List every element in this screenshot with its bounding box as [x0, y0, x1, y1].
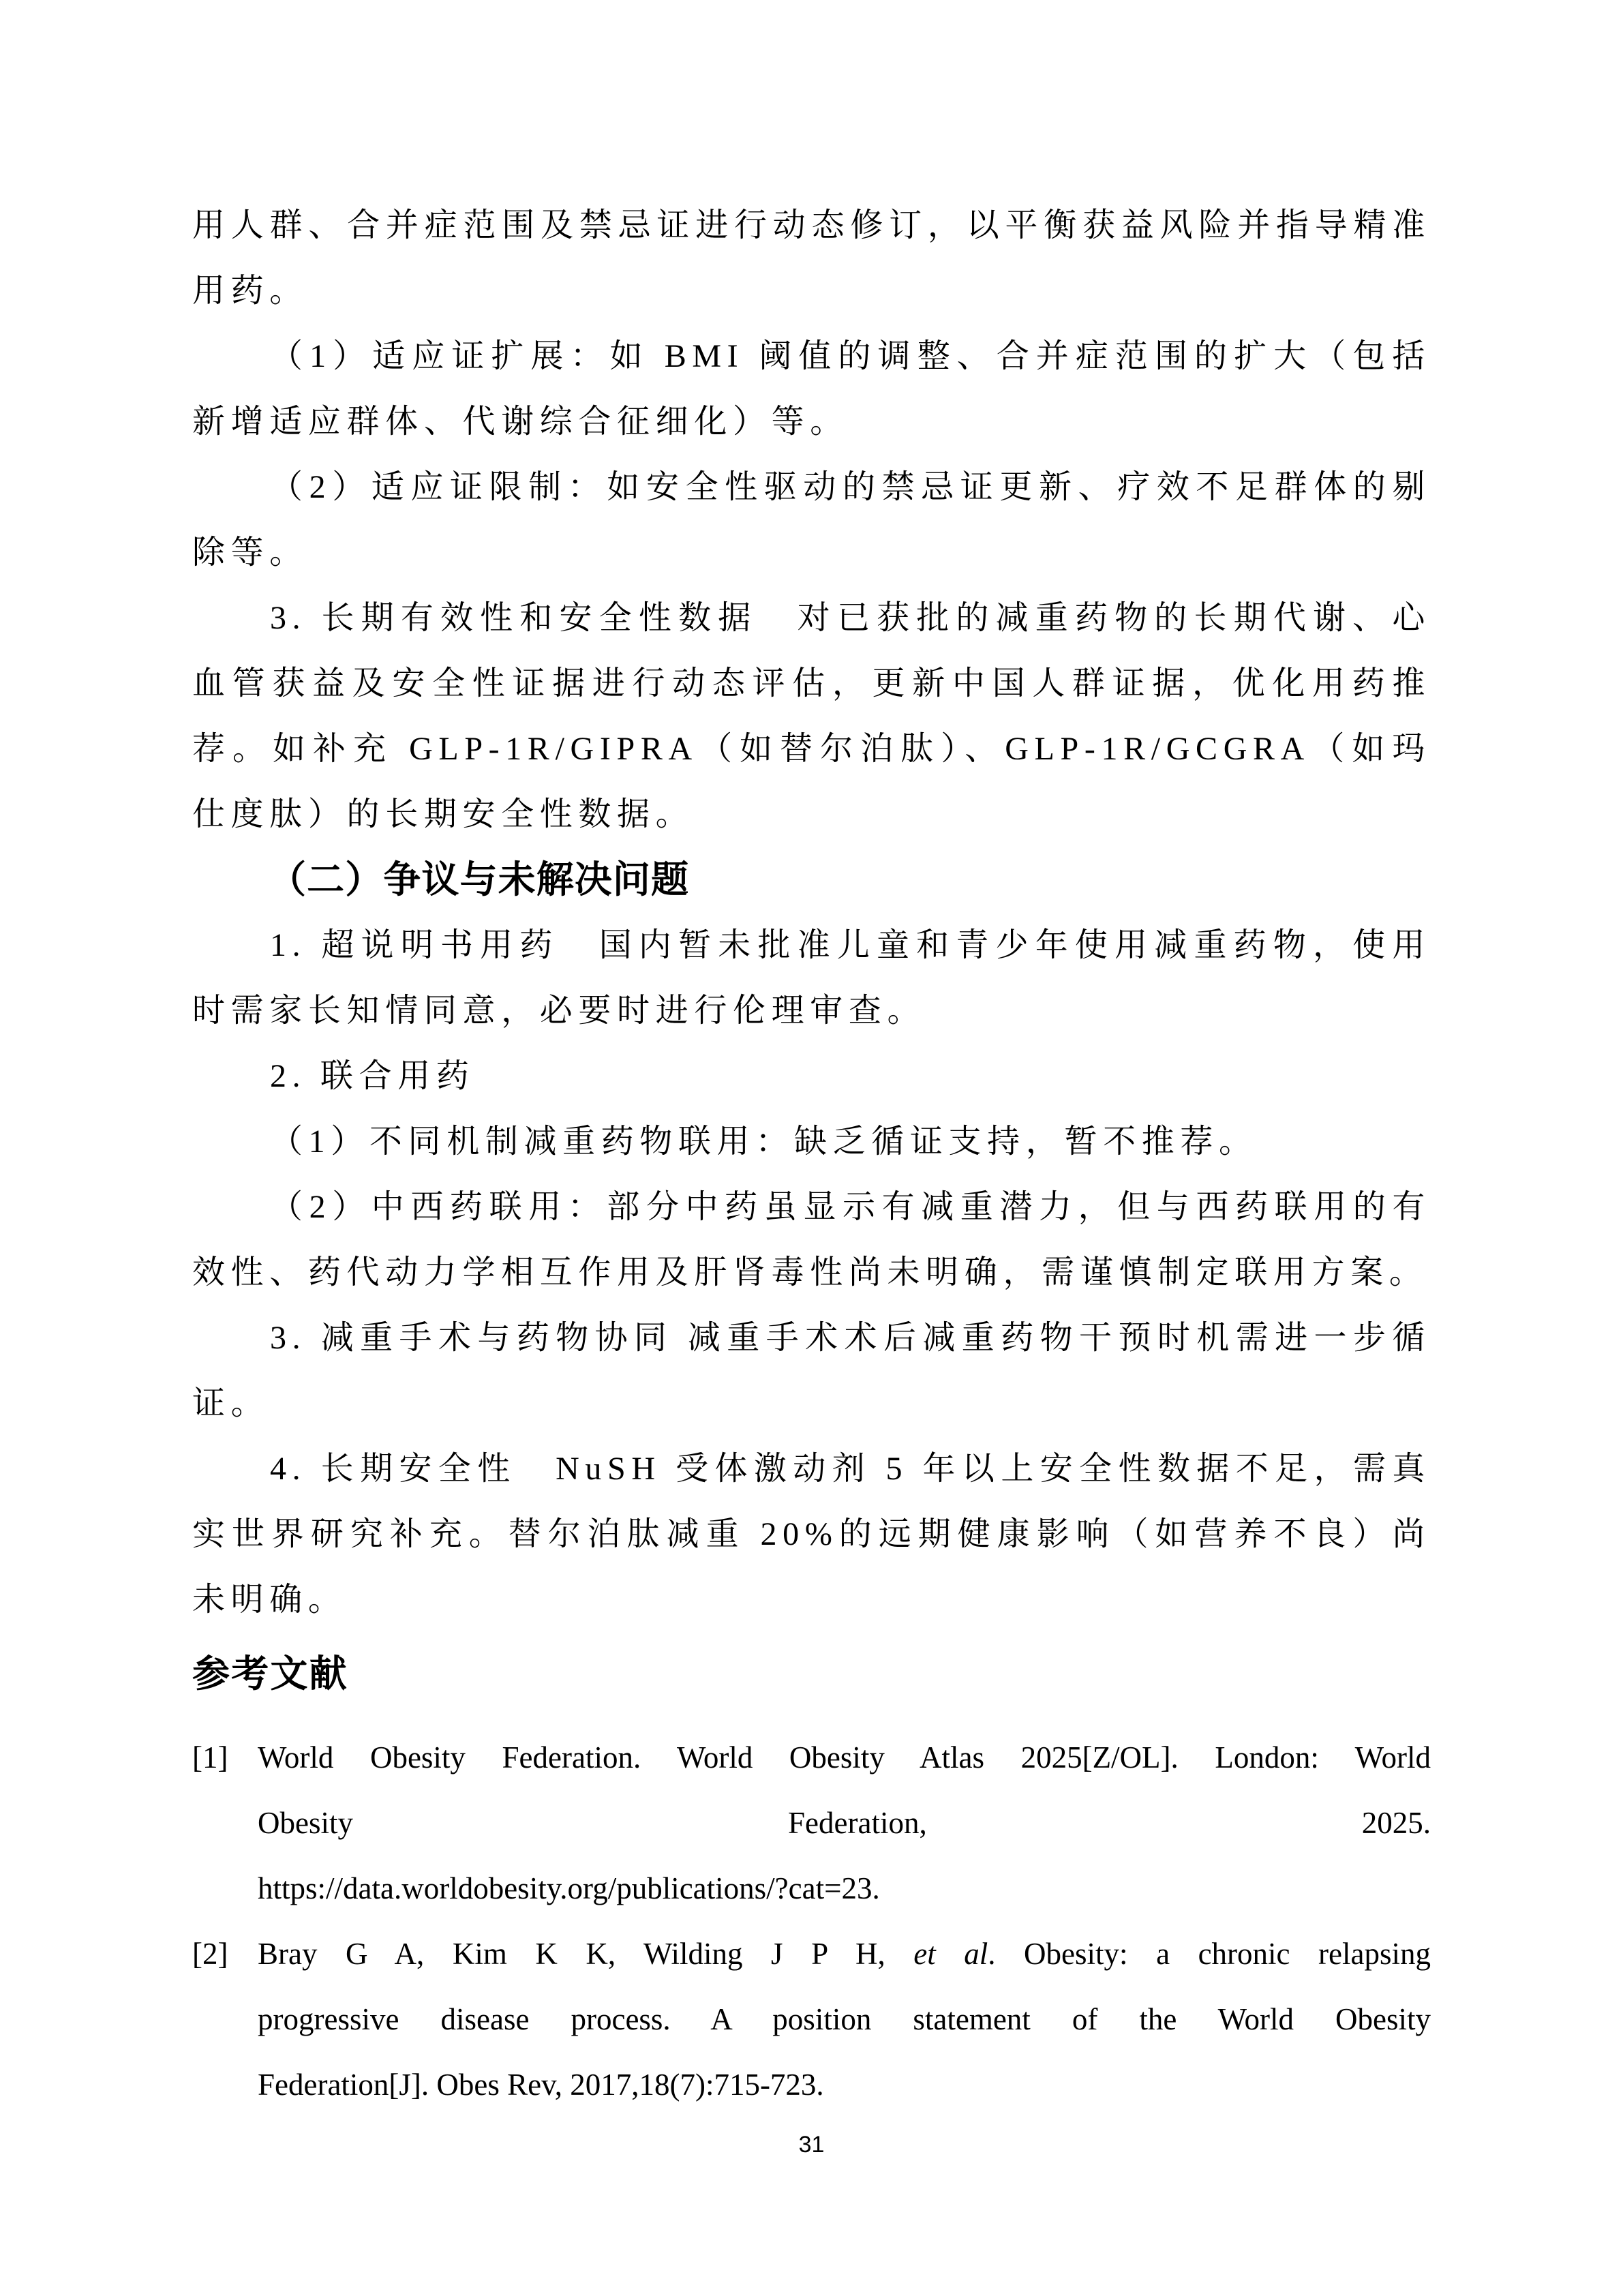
- references-heading: 参考文献: [192, 1653, 348, 1695]
- references-section: [192, 1642, 1431, 2117]
- reference-text: World Obesity Federation. World Obesity Atlas 2025[Z/OL]. London: World: [258, 1740, 1431, 1774]
- section-heading: （二）争议与未解决问题: [269, 859, 690, 901]
- reference-line: [258, 1921, 1431, 1987]
- reference-line: [258, 2052, 1431, 2117]
- reference-text: . Obesity: a chronic relapsing: [988, 1937, 1431, 1971]
- body-paragraphs: [192, 193, 1431, 1633]
- reference-line: [258, 1987, 1431, 2052]
- reference-text: 2025.: [1361, 1806, 1431, 1840]
- body-paragraph: 用人群、合并症范围及禁忌证进行动态修订，以平衡获益风险并指导精准用药。: [192, 207, 1431, 309]
- body-paragraph: （2）适应证限制：如安全性驱动的禁忌证更新、疗效不足群体的剔除等。: [192, 469, 1431, 571]
- reference-text: https://data.worldobesity.org/publications/?cat=23.: [258, 1871, 880, 1905]
- reference-marker: [2]: [192, 1937, 228, 1971]
- reference-item: [192, 1921, 1431, 2117]
- body-paragraph: （1）适应证扩展：如 BMI 阈值的调整、合并症范围的扩大（包括新增适应群体、代谢综合征细化）等。: [192, 338, 1431, 440]
- page-number: 31: [798, 2132, 825, 2158]
- reference-marker: [1]: [192, 1740, 228, 1774]
- body-paragraph: 3. 长期有效性和安全性数据 对已获批的减重药物的长期代谢、心血管获益及安全性证据进行动态评估，更新中国人群证据，优化用药推荐。如补充 GLP-1R/GIPRA（如替尔泊肽）、GLP-1R/GCGRA（如玛仕度肽）的长期安全性数据。: [192, 600, 1431, 832]
- reference-text: Federation[J]. Obes Rev, 2017,18(7):715-723.: [258, 2068, 824, 2102]
- reference-line: [258, 1725, 1431, 1790]
- reference-list: [192, 1725, 1431, 2117]
- reference-text: Obesity: [258, 1806, 353, 1840]
- body-paragraph: 2. 联合用药: [270, 1058, 475, 1094]
- reference-line: [258, 1790, 1431, 1856]
- body-paragraph: 4. 长期安全性 NuSH 受体激动剂 5 年以上安全性数据不足，需真实世界研究补充。替尔泊肽减重 20%的远期健康影响（如营养不良）尚未明确。: [192, 1451, 1431, 1618]
- reference-text: Bray G A, Kim K K, Wilding J P H,: [258, 1937, 914, 1971]
- body-paragraph: （2）中西药联用：部分中药虽显示有减重潜力，但与西药联用的有效性、药代动力学相互作用及肝肾毒性尚未明确，需谨慎制定联用方案。: [192, 1189, 1431, 1290]
- body-paragraph: 1. 超说明书用药 国内暂未批准儿童和青少年使用减重药物，使用时需家长知情同意，必要时进行伦理审查。: [192, 927, 1431, 1029]
- reference-text-italic: et al: [913, 1937, 988, 1971]
- reference-text: Federation,: [788, 1806, 927, 1840]
- page-content: [192, 193, 1431, 1633]
- body-paragraph: 3. 减重手术与药物协同 减重手术术后减重药物干预时机需进一步循证。: [192, 1320, 1431, 1421]
- reference-item: [192, 1725, 1431, 1921]
- reference-line: [258, 1856, 1431, 1921]
- reference-text: progressive disease process. A position statement of the World Obesity: [258, 2002, 1431, 2036]
- body-paragraph: （1）不同机制减重药物联用：缺乏循证支持，暂不推荐。: [270, 1123, 1258, 1160]
